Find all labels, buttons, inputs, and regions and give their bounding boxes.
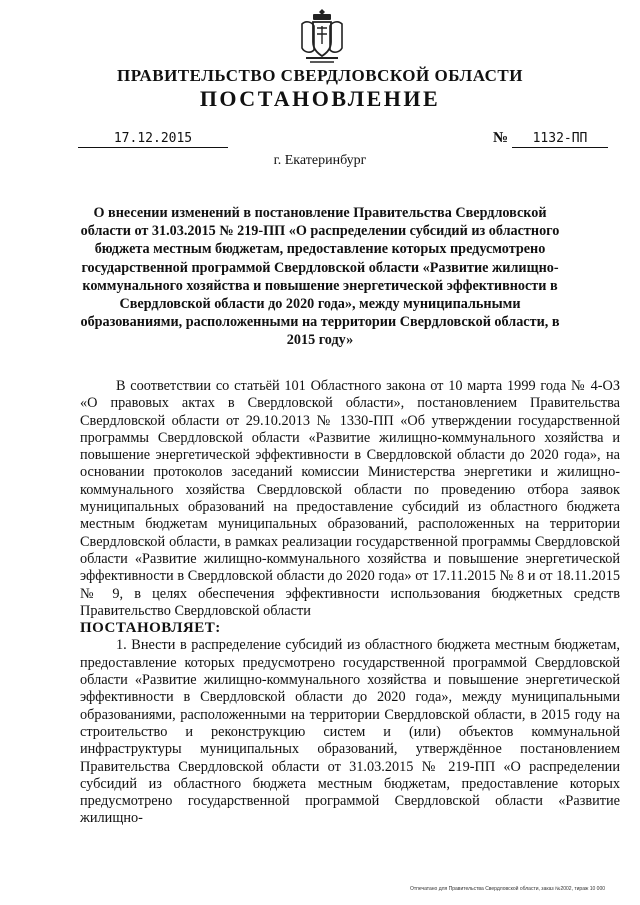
- document-date: 17.12.2015: [78, 131, 228, 148]
- document-title: О внесении изменений в постановление Правительства Свердловской области от 31.03.2015 № 219-ПП «О распределении субсидий из областного бюджета местным бюджетам, предоставление которых предусмотрено государственной программой Свердловской области «Развитие жилищно-коммунального хозяйства и повышение энергетической эффективности в Свердловской области до 2020 года», между муниципальными образованиями, расположенными на территории Свердловской области, в 2015 году»: [80, 205, 560, 349]
- city: г. Екатеринбург: [273, 153, 367, 168]
- preamble-paragraph: В соответствии со статьёй 101 Областного закона от 10 марта 1999 года № 4-ОЗ «О правовых актах в Свердловской области», постановлением Правительства Свердловской области от 29.10.2013 № 1330-ПП «Об утверждении государственной программы Свердловской области «Развитие жилищно-коммунального хозяйства и повышение энергетической эффективности в Свердловской области до 2020 года», на основании протоколов заседаний комиссии Министерства энергетики и жилищно-коммунального хозяйства Свердловской области по проведению отбора заявок муниципальных образований на предоставление субсидий из областного бюджета местным бюджетам муниципальных образований, расположенных на территории Свердловской области, в рамках реализации государственной программы Свердловской области «Развитие жилищно-коммунального хозяйства и повышение энергетической эффективности в Свердловской области до 2020 года» от 17.11.2015 № 8 и от 18.11.2015 № 9, в целях обеспечения эффективности использования бюджетных средств Правительство Свердловской области: [80, 378, 620, 619]
- coat-of-arms-icon: [298, 6, 346, 66]
- item-1-paragraph: 1. Внести в распределение субсидий из областного бюджета местным бюджетам, предоставление которых предусмотрено государственной программой Свердловской области «Развитие жилищно-коммунального хозяйства и повышение энергетической эффективности в Свердловской области до 2020 года», между муниципальными образованиями, расположенными на территории Свердловской области, в 2015 году на строительство и реконструкцию систем и (или) объектов коммунальной инфраструктуры муниципальных образований, утверждённое постановлением Правительства Свердловской области от 31.03.2015 № 219-ПП «О распределении субсидий из областного бюджета местным бюджетам, предоставление которых предусмотрено государственной программой Свердловской области «Развитие жилищно-: [80, 637, 620, 827]
- decree-heading: ПОСТАНОВЛЯЕТ:: [80, 620, 221, 637]
- document-number: 1132-ПП: [512, 131, 608, 148]
- print-footer: Отпечатано для Правительства Свердловской области, заказ №2002, тираж 10 000: [410, 886, 606, 892]
- number-label: №: [493, 130, 509, 146]
- document-body: [80, 378, 620, 828]
- document-type: ПОСТАНОВЛЕНИЕ: [199, 86, 441, 111]
- organization-name: ПРАВИТЕЛЬСТВО СВЕРДЛОВСКОЙ ОБЛАСТИ: [117, 66, 523, 85]
